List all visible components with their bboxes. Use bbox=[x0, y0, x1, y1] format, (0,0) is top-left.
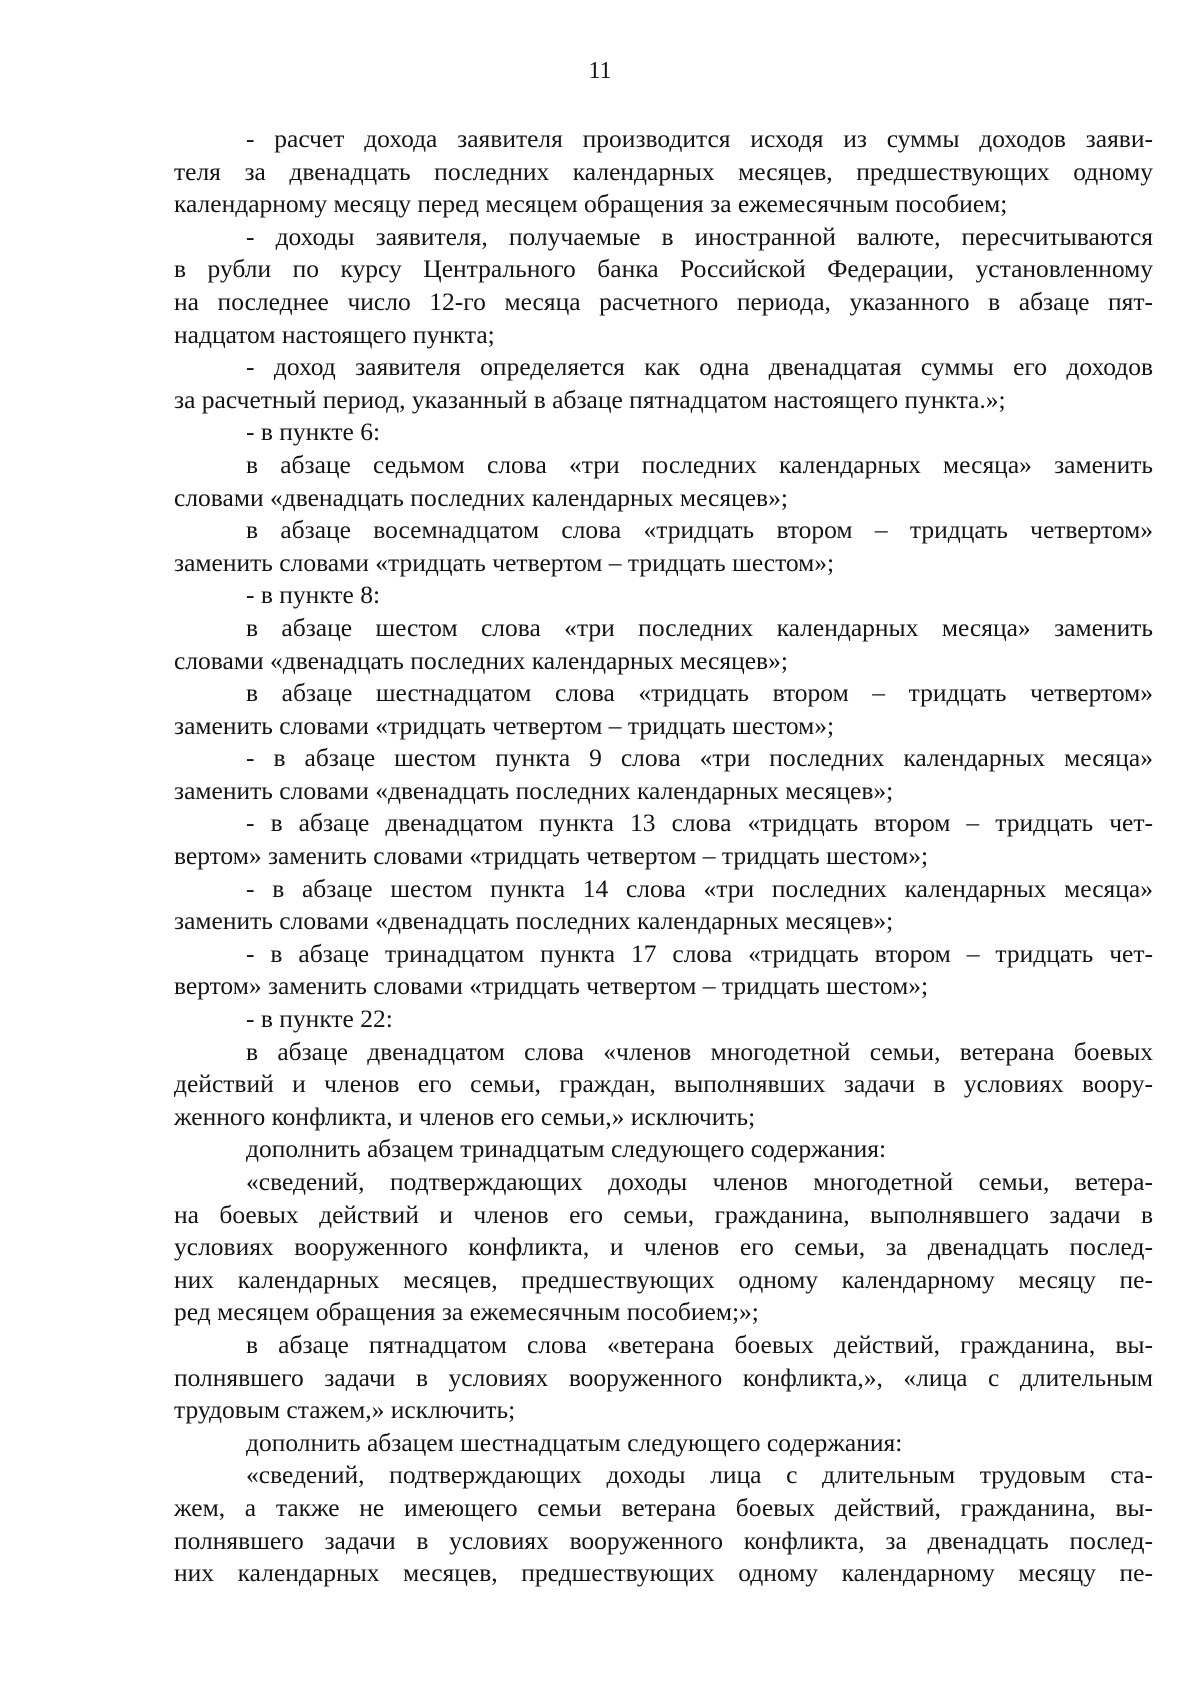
text-line: трудовым стажем,» исключить; bbox=[174, 1395, 516, 1425]
text-line: в абзаце шестом слова «три последних календарных месяца» заменить bbox=[246, 612, 1153, 642]
paragraph bbox=[174, 1427, 1153, 1460]
text-line: надцатом настоящего пункта; bbox=[174, 319, 495, 349]
text-line: - доходы заявителя, получаемые в иностранной валюте, пересчитываются bbox=[246, 221, 1153, 251]
paragraph bbox=[174, 1166, 1153, 1329]
paragraph bbox=[174, 938, 1153, 1003]
paragraph bbox=[174, 1133, 1153, 1166]
text-line: дополнить абзацем шестнадцатым следующего содержания: bbox=[246, 1427, 903, 1457]
text-line: - в пункте 6: bbox=[246, 417, 381, 447]
text-line: в рубли по курсу Центрального банка Российской Федерации, установленному bbox=[174, 254, 1153, 284]
text-line: заменить словами «двенадцать последних календарных месяцев»; bbox=[174, 906, 894, 936]
text-line: вертом» заменить словами «тридцать четвертом – тридцать шестом»; bbox=[174, 841, 929, 871]
text-line: действий и членов его семьи, граждан, выполнявших задачи в условиях воору- bbox=[174, 1069, 1153, 1099]
text-line: заменить словами «тридцать четвертом – тридцать шестом»; bbox=[174, 547, 835, 577]
text-line: ред месяцем обращения за ежемесячным пособием;»; bbox=[174, 1297, 759, 1327]
paragraph bbox=[174, 221, 1153, 351]
paragraph bbox=[174, 351, 1153, 416]
paragraph bbox=[174, 1329, 1153, 1427]
text-line: - в абзаце шестом пункта 14 слова «три последних календарных месяца» bbox=[246, 873, 1153, 903]
text-line: на последнее число 12-го месяца расчетного периода, указанного в абзаце пят- bbox=[174, 286, 1153, 316]
text-line: «сведений, подтверждающих доходы членов многодетной семьи, ветера- bbox=[246, 1167, 1153, 1196]
text-line: - в абзаце тринадцатом пункта 17 слова «тридцать втором – тридцать чет- bbox=[246, 938, 1153, 968]
text-line: дополнить абзацем тринадцатым следующего содержания: bbox=[246, 1134, 887, 1164]
text-line: в абзаце восемнадцатом слова «тридцать втором – тридцать четвертом» bbox=[246, 515, 1153, 545]
text-line: - доход заявителя определяется как одна двенадцатая суммы его доходов bbox=[246, 352, 1153, 382]
text-line: словами «двенадцать последних календарных месяцев»; bbox=[174, 482, 788, 512]
paragraph bbox=[174, 1459, 1153, 1589]
text-line: в абзаце двенадцатом слова «членов многодетной семьи, ветерана боевых bbox=[246, 1036, 1153, 1066]
page-number: 11 bbox=[588, 58, 612, 84]
paragraph bbox=[174, 612, 1153, 677]
paragraph bbox=[174, 1003, 1153, 1036]
paragraph bbox=[174, 449, 1153, 514]
document-body bbox=[174, 123, 1153, 1590]
text-line: жем, а также не имеющего семьи ветерана боевых действий, гражданина, вы- bbox=[174, 1492, 1153, 1522]
paragraph bbox=[174, 514, 1153, 579]
paragraph bbox=[174, 677, 1153, 742]
text-line: «сведений, подтверждающих доходы лица с длительным трудовым ста- bbox=[246, 1460, 1153, 1490]
text-line: вертом» заменить словами «тридцать четвертом – тридцать шестом»; bbox=[174, 971, 929, 1001]
paragraph bbox=[174, 579, 1153, 612]
paragraph bbox=[174, 807, 1153, 872]
text-line: женного конфликта, и членов его семьи,» исключить; bbox=[174, 1101, 756, 1131]
text-line: - в пункте 8: bbox=[246, 580, 381, 610]
text-line: на боевых действий и членов его семьи, гражданина, выполнявшего задачи в bbox=[174, 1199, 1153, 1229]
text-line: - в абзаце двенадцатом пункта 13 слова «тридцать втором – тридцать чет- bbox=[246, 808, 1153, 838]
text-line: теля за двенадцать последних календарных месяцев, предшествующих одному bbox=[174, 156, 1153, 186]
paragraph bbox=[174, 416, 1153, 449]
text-line: них календарных месяцев, предшествующих одному календарному месяцу пе- bbox=[174, 1558, 1153, 1588]
paragraph bbox=[174, 123, 1153, 221]
text-line: в абзаце седьмом слова «три последних календарных месяца» заменить bbox=[246, 449, 1153, 479]
text-line: - расчет дохода заявителя производится исходя из суммы доходов заяви- bbox=[246, 124, 1153, 153]
text-line: условиях вооруженного конфликта, и членов его семьи, за двенадцать послед- bbox=[174, 1232, 1153, 1262]
text-line: - в абзаце шестом пункта 9 слова «три последних календарных месяца» bbox=[246, 743, 1153, 773]
text-line: заменить словами «тридцать четвертом – тридцать шестом»; bbox=[174, 710, 835, 740]
text-line: за расчетный период, указанный в абзаце пятнадцатом настоящего пункта.»; bbox=[174, 384, 1006, 414]
text-line: заменить словами «двенадцать последних календарных месяцев»; bbox=[174, 775, 894, 805]
text-line: полнявшего задачи в условиях вооруженного конфликта, за двенадцать послед- bbox=[174, 1525, 1153, 1555]
paragraph bbox=[174, 742, 1153, 807]
paragraph bbox=[174, 873, 1153, 938]
text-line: - в пункте 22: bbox=[246, 1004, 393, 1034]
text-line: календарному месяцу перед месяцем обращения за ежемесячным пособием; bbox=[174, 189, 1008, 219]
text-line: полнявшего задачи в условиях вооруженного конфликта,», «лица с длительным bbox=[174, 1362, 1153, 1392]
text-line: в абзаце шестнадцатом слова «тридцать втором – тридцать четвертом» bbox=[246, 678, 1153, 708]
text-line: словами «двенадцать последних календарных месяцев»; bbox=[174, 645, 788, 675]
text-line: в абзаце пятнадцатом слова «ветерана боевых действий, гражданина, вы- bbox=[246, 1329, 1153, 1359]
text-line: них календарных месяцев, предшествующих одному календарному месяцу пе- bbox=[174, 1264, 1153, 1294]
paragraph bbox=[174, 1036, 1153, 1134]
